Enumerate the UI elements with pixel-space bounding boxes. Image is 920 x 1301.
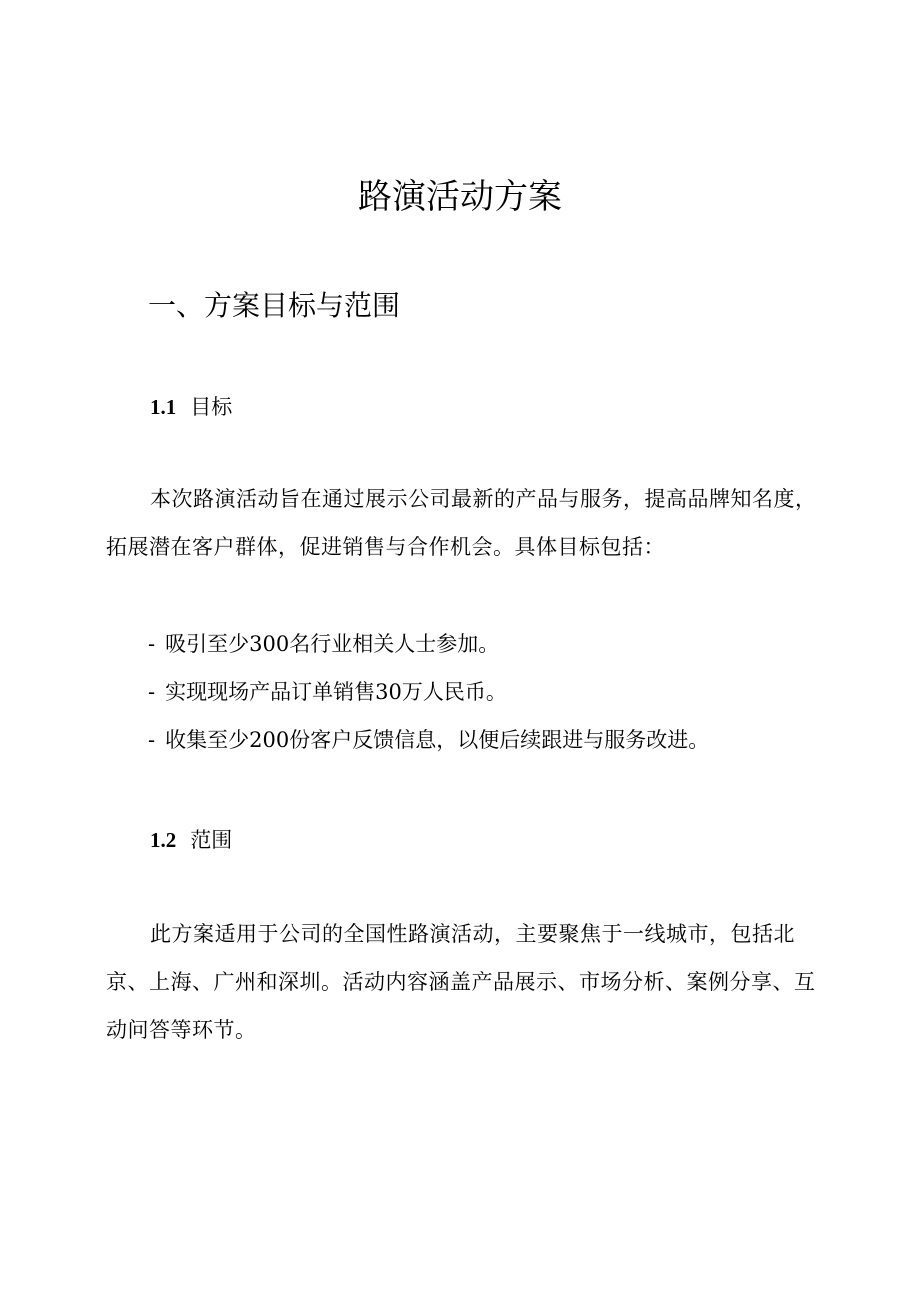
subsection-number: 1.2: [150, 828, 177, 852]
section-heading: 一、方案目标与范围: [148, 289, 401, 322]
subsection-number: 1.1: [150, 395, 177, 419]
list-item-text: 吸引至少300名行业相关人士参加。: [165, 632, 500, 656]
list-item-text: 实现现场产品订单销售30万人民币。: [165, 680, 507, 704]
bullet-marker: -: [148, 680, 156, 704]
document-title: 路演活动方案: [358, 177, 562, 217]
bullet-marker: -: [148, 632, 156, 656]
list-item: [148, 668, 828, 716]
subsection-label: 范围: [190, 828, 233, 852]
list-item: [148, 716, 828, 764]
list-item-text: 收集至少200份客户反馈信息，以便后续跟进与服务改进。: [165, 728, 710, 752]
subsection-heading-scope: [150, 824, 232, 856]
subsection-label: 目标: [190, 395, 233, 419]
subsection-heading-goal: [150, 391, 232, 423]
bullet-marker: -: [148, 728, 156, 752]
list-item: [148, 620, 828, 668]
goal-bullet-list: [148, 620, 828, 764]
goal-paragraph: 本次路演活动旨在通过展示公司最新的产品与服务，提高品牌知名度，拓展潜在客户群体，促进销售与合作机会。具体目标包括：: [106, 487, 817, 559]
scope-paragraph: 此方案适用于公司的全国性路演活动，主要聚焦于一线城市，包括北京、上海、广州和深圳。活动内容涵盖产品展示、市场分析、案例分享、互动问答等环节。: [106, 922, 816, 1042]
